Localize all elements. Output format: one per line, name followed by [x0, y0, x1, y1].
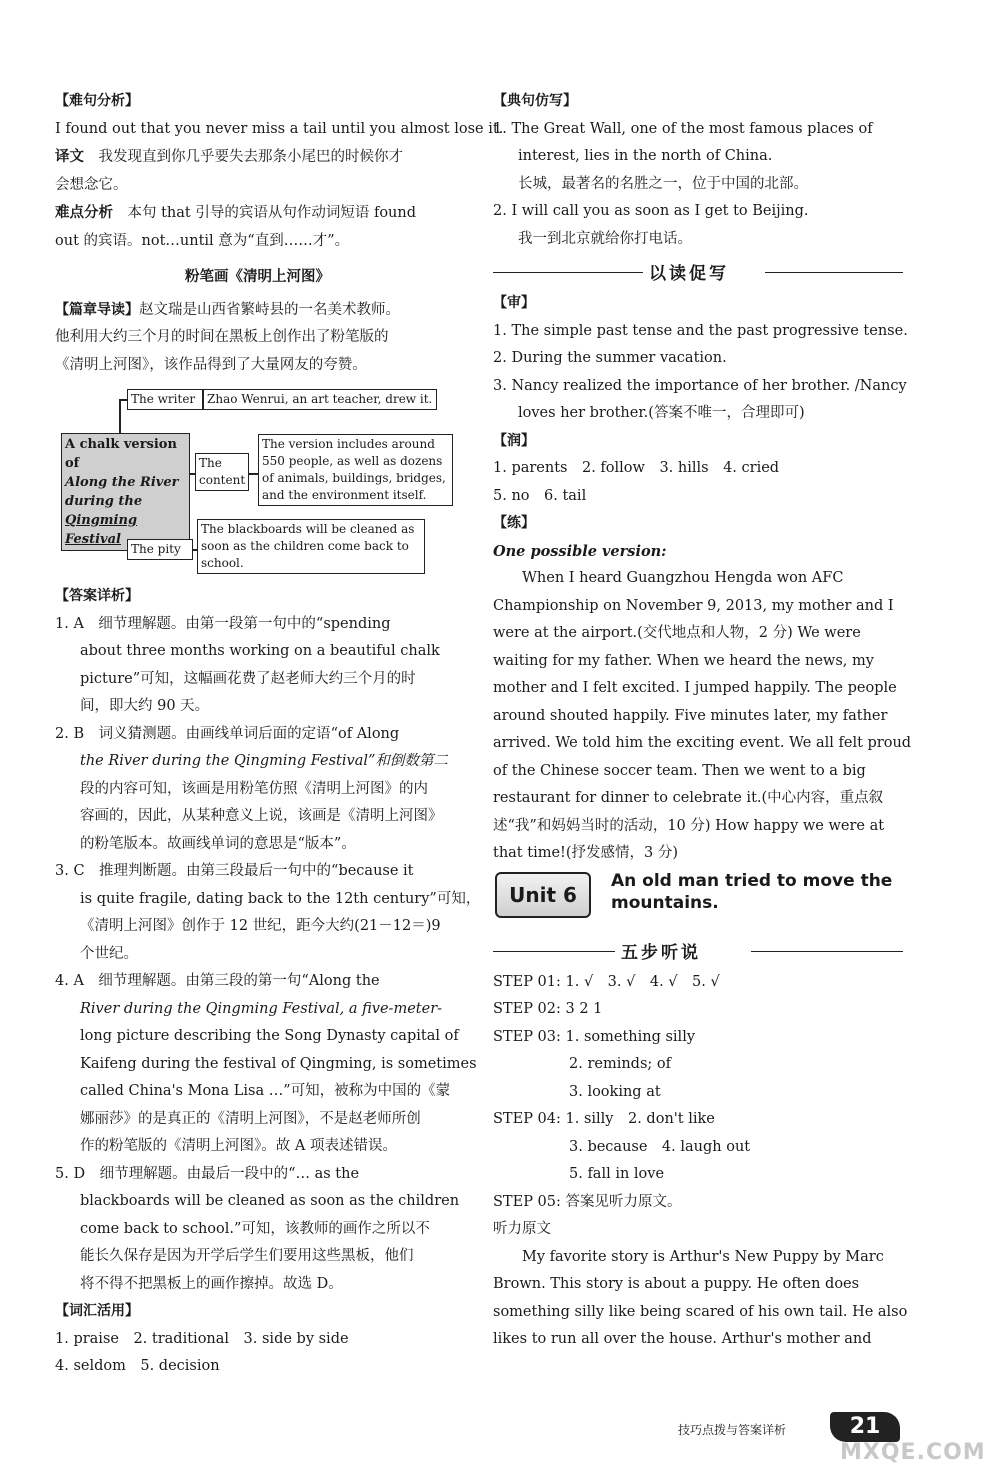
mindmap-content-line: and the environment itself.	[262, 488, 427, 502]
analysis-label: 难点分析	[55, 204, 113, 221]
answer-line: come back to school.”可知，该教师的画作之所以不	[80, 1220, 430, 1237]
review-line: 3. Nancy realized the importance of her brother. /Nancy	[493, 377, 907, 394]
vocab-line: 4. seldom 5. decision	[55, 1358, 220, 1374]
mindmap-center-line: Qingming Festival	[65, 513, 138, 547]
review-line: 1. The simple past tense and the past progressive tense.	[493, 322, 908, 339]
step-line: 3. looking at	[569, 1083, 661, 1100]
answer-line: 3. C 推理判断题。由第三段最后一句中的“because it	[55, 863, 414, 879]
script-line: something silly like being scared of his own tail. He also	[493, 1303, 908, 1320]
answer-line: picture”可知，这幅画花费了赵老师大约三个月的时	[80, 670, 416, 687]
script-line: Brown. This story is about a puppy. He often does	[493, 1276, 860, 1292]
imitation-line: interest, lies in the north of China.	[518, 148, 773, 164]
essay-line: restaurant for dinner to celebrate it.(中心内容，重点叙	[493, 790, 884, 806]
script-line: likes to run all over the house. Arthur's mother and	[493, 1331, 872, 1347]
mindmap-content-label-line: The	[199, 456, 222, 470]
step-line: 2. reminds; of	[569, 1056, 671, 1072]
mindmap-content-line: 550 people, as well as dozens	[262, 454, 443, 468]
mindmap-center	[61, 433, 190, 551]
answer-line: 1. A 细节理解题。由第一段第一句中的“spending	[55, 615, 391, 632]
essay-line: 述“我”和妈妈当时的活动，10 分) How happy we were at	[493, 817, 885, 834]
guide-line-3: 《清明上河图》，该作品得到了大量网友的夸赞。	[55, 356, 367, 373]
mindmap-content-box	[258, 434, 453, 506]
step-line: STEP 05: 答案见听力原文。	[493, 1193, 682, 1210]
review-line: loves her brother.(答案不唯一，合理即可)	[518, 405, 805, 421]
essay-line: Championship on November 9, 2013, my mother and I	[493, 597, 894, 614]
answer-line: about three months working on a beautiful chalk	[80, 643, 440, 659]
answer-line: 段的内容可知，该画是用粉笔仿照《清明上河图》的内	[80, 780, 428, 797]
polish-line: 5. no 6. tail	[493, 487, 587, 504]
imitation-line: 2. I will call you as soon as I get to Beijing.	[493, 203, 809, 219]
step-line: STEP 02: 3 2 1	[493, 1001, 603, 1017]
answer-line: called China's Mona Lisa …”可知，被称为中国的《蒙	[80, 1083, 451, 1099]
answers-title: 【答案详析】	[55, 588, 139, 604]
answer-line: 的粉笔版本。故画线单词的意思是“版本”。	[80, 835, 356, 852]
listening-banner	[493, 938, 903, 965]
analysis-line	[55, 199, 460, 228]
answer-line: the River during the Qingming Festival”和倒数第二	[80, 753, 448, 769]
answer-line: 间，即大约 90 天。	[80, 698, 210, 714]
polish-title: 【润】	[493, 432, 535, 449]
mindmap-pity-line: soon as the children come back to	[201, 539, 409, 553]
unit-header	[493, 868, 903, 932]
answer-line: Kaifeng during the festival of Qingming, is sometimes	[80, 1055, 477, 1072]
mindmap-pity-line: school.	[201, 556, 244, 570]
step-line: 5. fall in love	[569, 1166, 665, 1182]
translation-text: 我发现直到你几乎要失去那条小尾巴的时候你才	[98, 149, 403, 165]
step-line: STEP 03: 1. something silly	[493, 1028, 696, 1045]
answer-line: blackboards will be cleaned as soon as the children	[80, 1193, 460, 1209]
answer-line: 能长久保存是因为开学后学生们要用这些黑板，他们	[80, 1248, 414, 1264]
unit-title-line: mountains.	[611, 892, 719, 913]
mindmap-center-line: during the	[65, 494, 143, 509]
essay-line: that time!(抒发感情，3 分)	[493, 845, 679, 861]
answer-line: 2. B 词义猜测题。由画线单词后面的定语“of Along	[55, 725, 400, 742]
mindmap-content-label	[195, 453, 249, 491]
translation-label: 译文	[55, 148, 84, 165]
unit-badge: Unit 6	[495, 872, 591, 918]
essay-line: waiting for my father. When we heard the news, my	[493, 652, 874, 669]
answer-line: 个世纪。	[80, 945, 138, 962]
mindmap-connector	[119, 399, 121, 436]
mindmap-center-line: A chalk version of	[65, 437, 177, 471]
mindmap-pity-label: The pity	[127, 539, 193, 560]
essay-line: around shouted happily. Five minutes later, my father	[493, 707, 888, 724]
mindmap-content-line: of animals, buildings, bridges,	[262, 471, 446, 485]
unit-title	[611, 870, 911, 914]
answer-line: 4. A 细节理解题。由第三段的第一句“Along the	[55, 973, 380, 989]
footer-text: 技巧点拨与答案详析	[678, 1423, 787, 1437]
guide-text: 赵文瑞是山西省繁峙县的一名美术教师。	[139, 301, 400, 318]
essay-line: arrived. We told him the exciting event. We all felt proud	[493, 735, 912, 751]
imitation-title: 【典句仿写】	[493, 93, 577, 109]
essay-line: When I heard Guangzhou Hengda won AFC	[522, 570, 844, 586]
hard-sentence-text: I found out that you never miss a tail until you almost lose it.	[55, 120, 504, 137]
polish-line: 1. parents 2. follow 3. hills 4. cried	[493, 460, 780, 476]
practice-title: 【练】	[493, 515, 535, 531]
imitation-line: 长城，最著名的名胜之一，位于中国的北部。	[518, 175, 808, 192]
mindmap-writer-value: Zhao Wenrui, an art teacher, drew it.	[203, 389, 437, 410]
answer-line: 将不得不把黑板上的画作擦掉。故选 D。	[80, 1275, 343, 1292]
read-write-banner	[493, 259, 903, 286]
essay-line: of the Chinese soccer team. Then we went to a big	[493, 762, 866, 779]
vocab-line: 1. praise 2. traditional 3. side by side	[55, 1330, 349, 1347]
banner-rule	[751, 951, 903, 952]
page-number: 21	[830, 1412, 900, 1442]
banner-rule	[765, 272, 903, 273]
imitation-line: 我一到北京就给你打电话。	[518, 230, 692, 247]
banner-rule	[493, 951, 615, 952]
mindmap-pity-box	[197, 519, 425, 574]
mindmap-writer-label: The writer	[127, 389, 203, 410]
watermark: MXQE.COM	[840, 1440, 986, 1465]
banner-rule	[493, 272, 643, 273]
step-line: 3. because 4. laugh out	[569, 1138, 751, 1155]
answer-line: 容画的，因此，从某种意义上说，该画是《清明上河图》	[80, 808, 443, 824]
essay-line: mother and I felt excited. I jumped happily. The people	[493, 680, 897, 696]
mindmap-connector	[119, 399, 127, 401]
step-line: STEP 01: 1. √ 3. √ 4. √ 5. √	[493, 973, 720, 990]
script-line: My favorite story is Arthur's New Puppy by Marc	[522, 1248, 884, 1265]
analysis-text: 本句 that 引导的宾语从句作动词短语 found	[127, 205, 417, 221]
translation-line	[55, 143, 460, 172]
chalk-section-title: 粉笔画《清明上河图》	[185, 268, 330, 285]
answer-line: 娜丽莎》的是真正的《清明上河图》，不是赵老师所创	[80, 1110, 421, 1127]
review-line: 2. During the summer vacation.	[493, 350, 727, 366]
answer-line: long picture describing the Song Dynasty capital of	[80, 1028, 459, 1044]
version-label: One possible version:	[493, 542, 667, 560]
review-title: 【审】	[493, 295, 535, 311]
mindmap-content-label-line: content	[199, 473, 246, 487]
answer-line: 5. D 细节理解题。由最后一段中的“… as the	[55, 1165, 360, 1182]
analysis-text-2: out 的宾语。not…until 意为“直到……才”。	[55, 232, 350, 249]
answer-line: River during the Qingming Festival, a five-meter-	[80, 1000, 443, 1017]
imitation-line: 1. The Great Wall, one of the most famous places of	[493, 120, 873, 137]
mindmap-center-line: Along the River	[65, 475, 179, 490]
hard-sentence-title: 【难句分析】	[55, 93, 139, 109]
guide-line-2: 他利用大约三个月的时间在黑板上创作出了粉笔版的	[55, 329, 389, 345]
banner-title: 以读促写	[649, 264, 729, 284]
step-line: STEP 04: 1. silly 2. don't like	[493, 1111, 715, 1127]
left-column	[55, 88, 504, 1381]
mindmap	[55, 383, 460, 583]
answer-line: is quite fragile, dating back to the 12th century”可知，	[80, 890, 481, 907]
mindmap-content-line: The version includes around	[262, 437, 435, 451]
answer-line: 作的粉笔版的《清明上河图》。故 A 项表述错误。	[80, 1138, 397, 1154]
right-column	[493, 88, 912, 1354]
mindmap-pity-line: The blackboards will be cleaned as	[201, 522, 415, 536]
answer-line: 《清明上河图》创作于 12 世纪，距今大约(21－12＝)9	[80, 918, 441, 934]
guide-label: 【篇章导读】	[55, 301, 139, 318]
translation-text-2: 会想念它。	[55, 176, 128, 193]
banner-title: 五步听说	[621, 942, 701, 963]
essay-line: were at the airport.(交代地点和人物，2 分) We were	[493, 625, 861, 641]
guide-line-1	[55, 297, 460, 325]
vocab-title: 【词汇活用】	[55, 1303, 139, 1319]
script-label: 听力原文	[493, 1221, 551, 1237]
unit-title-line: An old man tried to move the	[611, 870, 893, 891]
